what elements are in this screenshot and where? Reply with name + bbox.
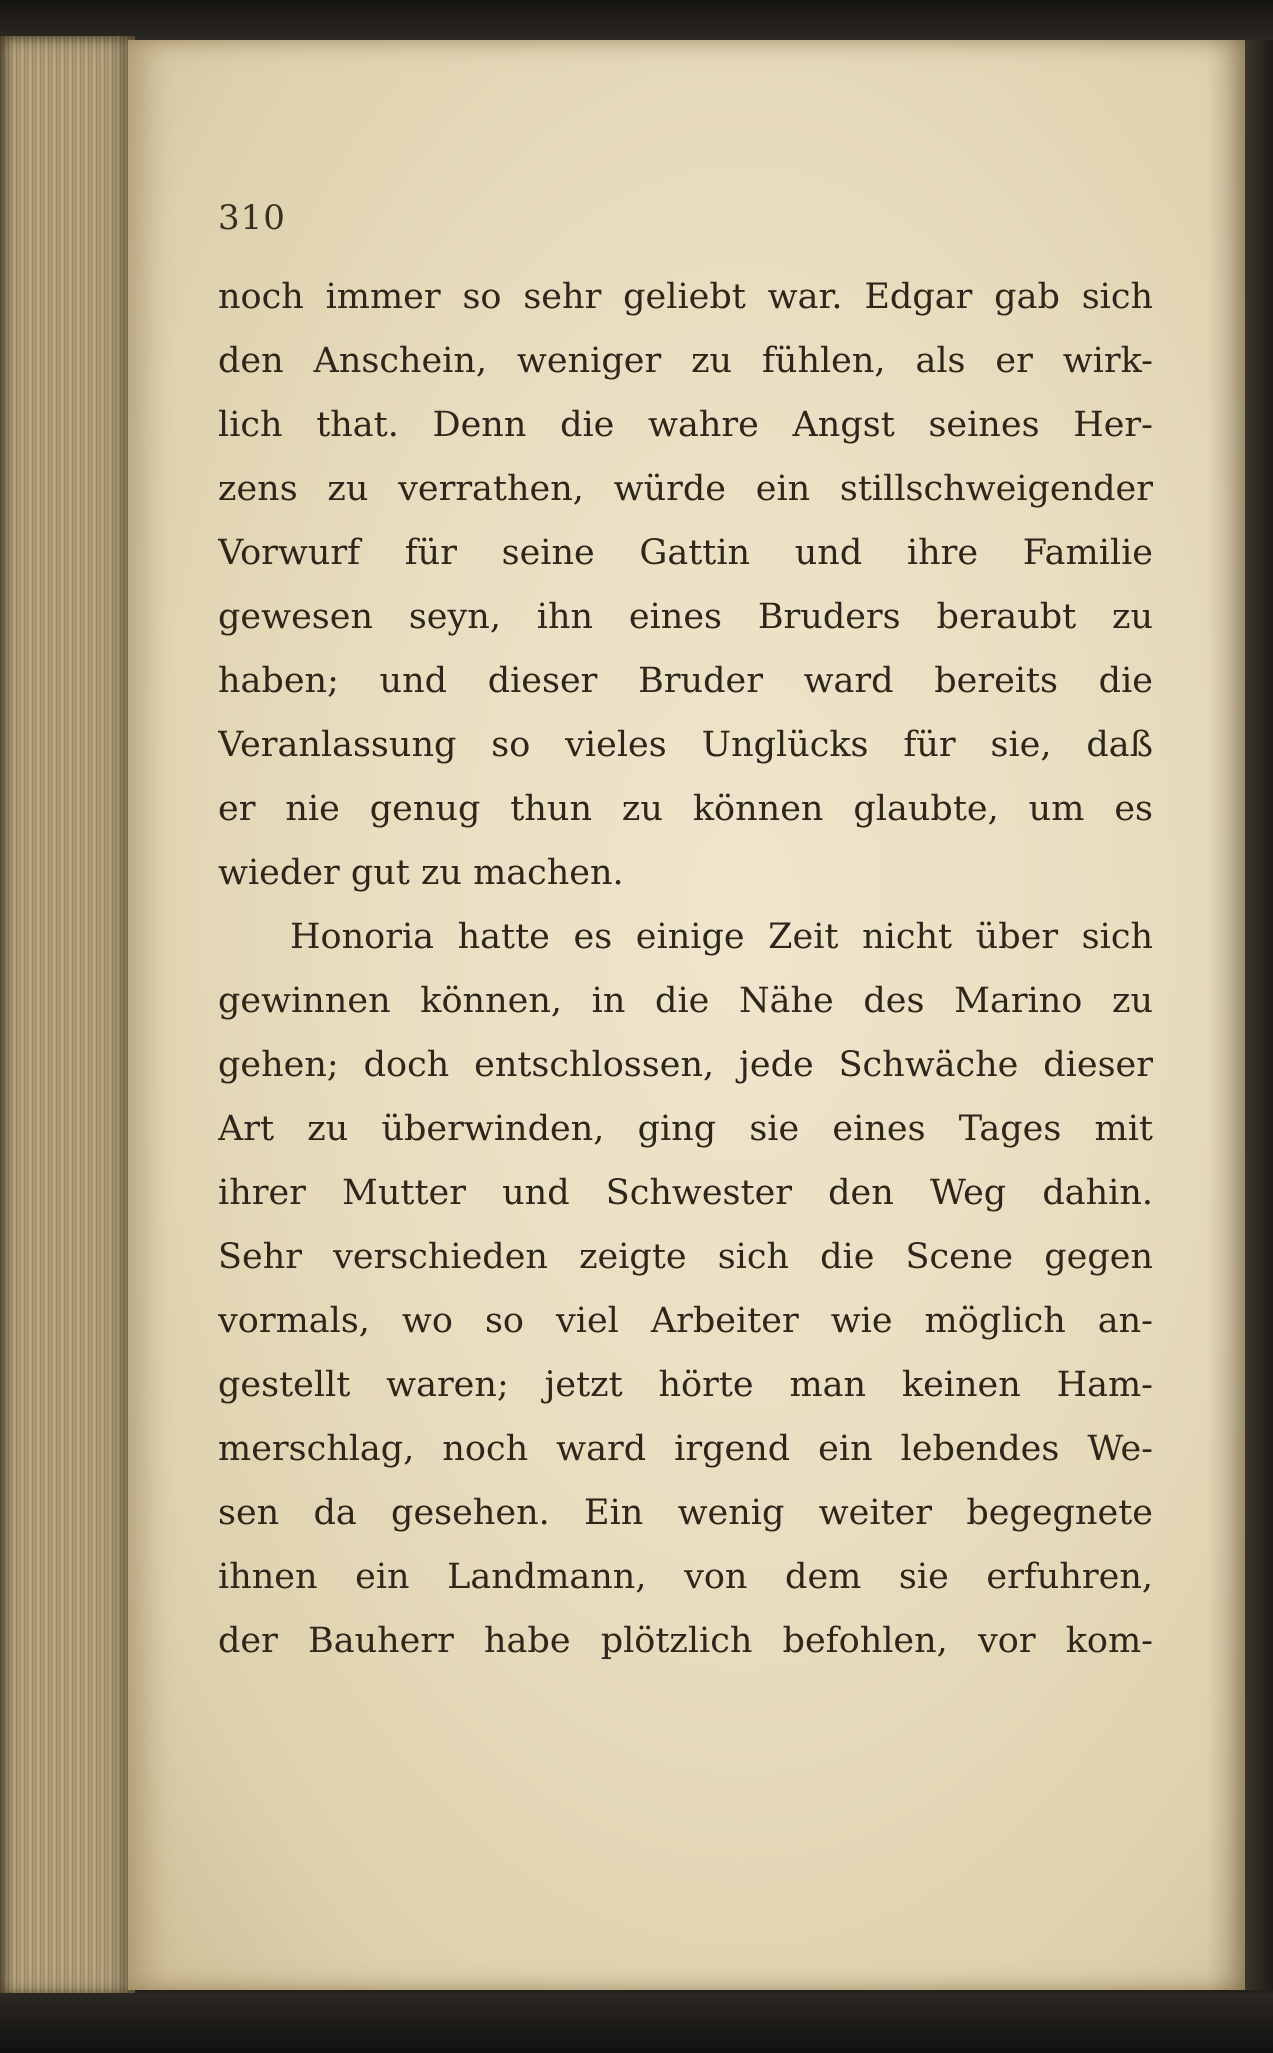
text-line: lich that. Denn die wahre Angst seines Her-	[218, 405, 1153, 445]
text-line: zens zu verrathen, würde ein stillschweigender	[218, 469, 1153, 509]
paragraph-start-line: Honoria hatte es einige Zeit nicht über sich	[290, 917, 1153, 957]
scanner-top-band	[0, 0, 1273, 40]
text-line: Veranlassung so vieles Unglücks für sie, daß	[218, 725, 1153, 765]
text-line: den Anschein, weniger zu fühlen, als er wirk-	[218, 341, 1153, 381]
binding-edge	[1245, 40, 1273, 1990]
text-line: ihnen ein Landmann, von dem sie erfuhren,	[218, 1557, 1153, 1597]
text-line: er nie genug thun zu können glaubte, um es	[218, 789, 1153, 829]
gutter-shadow	[1206, 40, 1246, 1990]
text-line: gestellt waren; jetzt hörte man keinen Ham-	[218, 1365, 1153, 1405]
scanner-bottom-band	[0, 1993, 1273, 2053]
text-line: sen da gesehen. Ein wenig weiter begegnete	[218, 1493, 1153, 1533]
text-line: gehen; doch entschlossen, jede Schwäche dieser	[218, 1045, 1153, 1085]
text-line: gewesen seyn, ihn eines Bruders beraubt zu	[218, 597, 1153, 637]
text-line: Vorwurf für seine Gattin und ihre Familie	[218, 533, 1153, 573]
page-text	[218, 265, 1153, 1673]
page-number: 310	[218, 198, 286, 238]
text-line: Art zu überwinden, ging sie eines Tages mit	[218, 1109, 1153, 1149]
text-line: gewinnen können, in die Nähe des Marino zu	[218, 981, 1153, 1021]
text-line: ihrer Mutter und Schwester den Weg dahin.	[218, 1173, 1153, 1213]
text-line: vormals, wo so viel Arbeiter wie möglich an-	[218, 1301, 1153, 1341]
text-line: merschlag, noch ward irgend ein lebendes We-	[218, 1429, 1153, 1469]
text-line: der Bauherr habe plötzlich befohlen, vor kom-	[218, 1621, 1153, 1661]
paragraph-end-line: wieder gut zu machen.	[218, 853, 624, 893]
text-line: haben; und dieser Bruder ward bereits die	[218, 661, 1153, 701]
page-stack-edge	[0, 36, 135, 1996]
text-line: noch immer so sehr geliebt war. Edgar gab sich	[218, 277, 1153, 317]
text-line: Sehr verschieden zeigte sich die Scene gegen	[218, 1237, 1153, 1277]
